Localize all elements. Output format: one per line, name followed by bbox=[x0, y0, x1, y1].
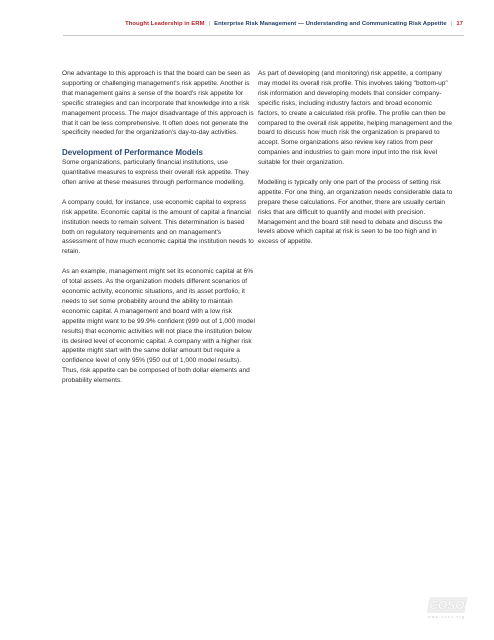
coso-logo bbox=[424, 596, 468, 614]
logo-text: COSO bbox=[427, 598, 467, 612]
body-paragraph: One advantage to this approach is that the board can be seen as supporting or challenging management's risk appetite. Another is that management gains a sense of the board's risk appetite for specific strategies and can incorporate that knowledge into a risk management process. The major disadvantage of this approach is that it can be less comprehensive. It often does not generate the specificity needed for the organization's day-to-day activities. bbox=[62, 70, 254, 137]
body-paragraph: Some organizations, particularly financial institutions, use quantitative measures to express their overall risk appetite. They often arrive at these measures through performance modelling. bbox=[62, 159, 249, 187]
running-header bbox=[125, 21, 463, 27]
footer-url: www.coso.org bbox=[428, 615, 466, 619]
section-heading: Development of Performance Models bbox=[62, 148, 203, 158]
header-separator: | bbox=[208, 21, 211, 27]
body-paragraph: As part of developing (and monitoring) risk appetite, a company may model its overall risk profile. This involves taking "bottom-up" risk information and developing models that consider company-specific risks, including industry factors and broad economic factors, to create a calculated risk profile. The profile can then be compared to the overall risk appetite, helping management and the board to discuss how much risk the organization is prepared to accept. Some organizations also review key ratios from peer companies and industries to gain more input into the risk level suitable for their organization. bbox=[258, 70, 452, 167]
right-column bbox=[258, 69, 453, 257]
page-number: 17 bbox=[456, 21, 463, 27]
header-document-title: Enterprise Risk Management — Understanding and Communicating Risk Appetite bbox=[214, 21, 447, 27]
header-series-title: Thought Leadership in ERM bbox=[125, 21, 205, 27]
body-paragraph: As an example, management might set its economic capital at 6% of total assets. As the organization models different scenarios of economic activity, economic situations, and its asset portfolio, it needs to set some probability around the ability to maintain economic capital. A management and board with a low risk appetite might want to be 99.9% confident (999 out of 1,000 model results) that economic activities will not place the institution below its desired level of economic capital. A company with a higher risk appetite might start with the same dollar amount but require a confidence level of only 95% (950 out of 1,000 model results). Thus, risk appetite can be composed of both dollar elements and probability elements. bbox=[62, 268, 255, 385]
body-paragraph: Modelling is typically only one part of the process of setting risk appetite. For one thing, an organization needs considerable data to prepare these calculations. For another, there are usually certain risks that are difficult to quantify and model with precision. Management and the board still need to debate and discuss the levels above which capital at risk is seen to be too high and in excess of appetite. bbox=[258, 178, 453, 246]
header-separator: | bbox=[450, 21, 453, 27]
body-paragraph: A company could, for instance, use economic capital to express risk appetite. Economic capital is the amount of capital a financial institution needs to remain solvent. This determination is based both on regulatory requirements and on management's assessment of how much economic capital the institution needs to retain. bbox=[62, 198, 254, 256]
left-column bbox=[62, 69, 257, 396]
header-rule bbox=[63, 35, 464, 36]
